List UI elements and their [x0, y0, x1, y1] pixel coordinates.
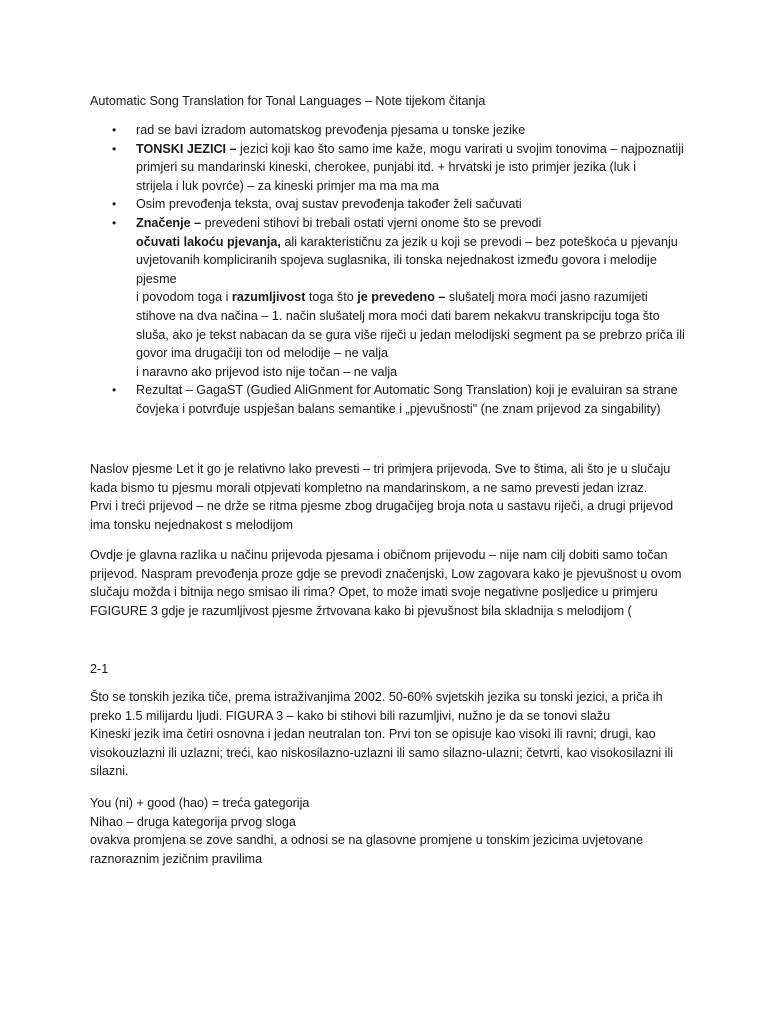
paragraph-line: Što se tonskih jezika tiče, prema istraživanjima 2002. 50-60% svjetskih jezika su tonski jezici, a priča ih	[90, 690, 663, 704]
bullet-text: pjesme	[136, 271, 177, 286]
bullet-text: sluša, ako je tekst nabacan da se gura više riječi u jedan melodijski segment pa se prebrzo priča ili	[136, 327, 685, 342]
bullet-line	[136, 400, 686, 419]
bullet-line	[136, 251, 686, 270]
bullet-dot-icon: •	[112, 123, 117, 137]
bullet-line	[136, 140, 686, 159]
bullet-text: Rezultat – GagaST (Gudied AliGnment for Automatic Song Translation) koji je evaluiran sa strane	[136, 383, 678, 398]
paragraph-line: ima tonsku nejednakost s melodijom	[90, 517, 294, 532]
bullet-dot-icon: •	[112, 383, 117, 398]
bullet-line	[136, 344, 686, 363]
paragraph-line: raznoraznim jezičnim pravilima	[90, 851, 263, 866]
bullet-text: slušatelj mora moći jasno razumijeti	[445, 290, 648, 305]
bold-term: razumljivost	[231, 290, 306, 305]
bullet-text: Osim prevođenja teksta, ovaj sustav prevođenja također želi sačuvati	[136, 197, 522, 212]
bullet-line	[136, 214, 686, 233]
paragraph-line: FGIGURE 3 gdje je razumljivost pjesme žrtvovana kako bi pjevušnost bila skladnija s melodijom (	[90, 603, 632, 618]
paragraph-line: prijevod. Naspram prevođenja proze gdje se prevodi značenjski, Low zagovara kako je pjevušnost u ovom	[90, 566, 682, 581]
paragraph-line: Naslov pjesme Let it go je relativno lako prevesti – tri primjera prijevoda. Sve to štima, ali što je u slučaju	[90, 462, 671, 476]
bullet-item	[90, 381, 686, 418]
paragraph-line: Ovdje je glavna razlika u načinu prijevoda pjesama i običnom prijevodu – nije nam cilj dobiti samo točan	[90, 548, 668, 562]
section-heading: 2-1	[90, 662, 109, 676]
bullet-line	[136, 121, 686, 140]
bullet-text: govor ima drugačiji ton od melodije – ne valja	[136, 346, 389, 361]
bullet-text: rad se bavi izradom automatskog prevođenja pjesama u tonske jezike	[136, 123, 526, 137]
paragraph-line: Kineski jezik ima četiri osnovna i jedan neutralan ton. Prvi ton se opisuje kao visoki ili ravni; drugi, kao	[90, 727, 656, 742]
bullet-line	[136, 363, 686, 382]
paragraph-line: visokouzlazni ili uzlazni; treći, kao niskosilazno-uzlazni ili samo silazno-ulazni; četvrti, kao visokosilazni ili	[90, 745, 674, 760]
bullet-dot-icon: •	[112, 215, 117, 230]
paragraph-line: ovakva promjena se zove sandhi, a odnosi se na glasovne promjene u tonskim jezicima uvjetovane	[90, 833, 644, 848]
bold-term: je prevedeno –	[357, 290, 446, 305]
bullet-line	[136, 195, 686, 214]
bullet-text: ali karakterističnu za jezik u koji se prevodi – bez poteškoća u pjevanju	[280, 234, 678, 249]
paragraph-translation-difference	[90, 546, 686, 620]
paragraph-line: kada bismo tu pjesmu morali otpjevati kompletno na mandarinskom, a ne samo prevesti jedan izraz.	[90, 480, 648, 495]
bullet-line	[136, 270, 686, 289]
bullet-dot-icon: •	[112, 141, 117, 156]
bullet-text: primjeri su mandarinski kineski, cherokee, punjabi itd. + hrvatski je isto primjer jezika (luk i	[136, 160, 637, 175]
bullet-text: stihove na dva načina – 1. način slušatelj mora moći dati barem nekakvu transkripciju toga što	[136, 308, 660, 323]
bullet-item	[90, 195, 686, 214]
notes-bullet-list	[90, 121, 686, 419]
bullet-line	[136, 177, 686, 196]
bullet-text: i naravno ako prijevod isto nije točan – ne valja	[136, 364, 398, 379]
paragraph-line: slučaju možda i bitnija nego smisao ili rima? Opet, to može imati svoje negativne posljedice u primjeru	[90, 585, 658, 600]
paragraph-line: Prvi i treći prijevod – ne drže se ritma pjesme zbog drugačijeg broja nota u sastavu riječi, a drugi prijevod	[90, 499, 674, 514]
paragraph-line: Nihao – druga kategorija prvog sloga	[90, 814, 296, 829]
paragraph-line: preko 1.5 milijardu ljudi. FIGURA 3 – kako bi stihovi bili razumljivi, nužno je da se tonovi slažu	[90, 708, 611, 723]
bullet-text: i povodom toga i	[136, 290, 232, 305]
paragraph-line: You (ni) + good (hao) = treća gategorija	[90, 796, 310, 810]
paragraph-tonal-languages	[90, 688, 686, 781]
paragraph-song-title	[90, 460, 686, 534]
bullet-text: jezici koji kao što samo ime kaže, mogu varirati u svojim tonovima – najpoznatiji	[236, 141, 684, 156]
bold-term: TONSKI JEZICI –	[136, 141, 237, 156]
bullet-dot-icon: •	[112, 197, 117, 212]
paragraph-line: silazni.	[90, 764, 129, 779]
bullet-line	[136, 288, 686, 307]
paragraph-sandhi	[90, 794, 686, 868]
bullet-text: uvjetovanih kompliciranih spojeva suglasnika, ili tonska nejednakost između govora i melodije	[136, 253, 657, 268]
bullet-item	[90, 121, 686, 140]
bullet-line	[136, 158, 686, 177]
document-title: Automatic Song Translation for Tonal Languages – Note tijekom čitanja	[90, 94, 486, 108]
bullet-line	[136, 326, 686, 345]
bullet-item	[90, 214, 686, 381]
bullet-text: prevedeni stihovi bi trebali ostati vjerni onome što se prevodi	[201, 215, 542, 230]
bold-term: očuvati lakoću pjevanja,	[136, 234, 281, 249]
bold-term: Značenje –	[136, 215, 202, 230]
bullet-text: toga što	[305, 290, 358, 305]
bullet-line	[136, 381, 686, 400]
bullet-item	[90, 140, 686, 196]
bullet-line	[136, 307, 686, 326]
bullet-text: čovjeka i potvrđuje uspješan balans semantike i „pjevušnosti" (ne znam prijevod za singability)	[136, 401, 661, 416]
bullet-line	[136, 233, 686, 252]
bullet-text: strijela i luk povrće) – za kineski primjer ma ma ma ma	[136, 178, 440, 193]
